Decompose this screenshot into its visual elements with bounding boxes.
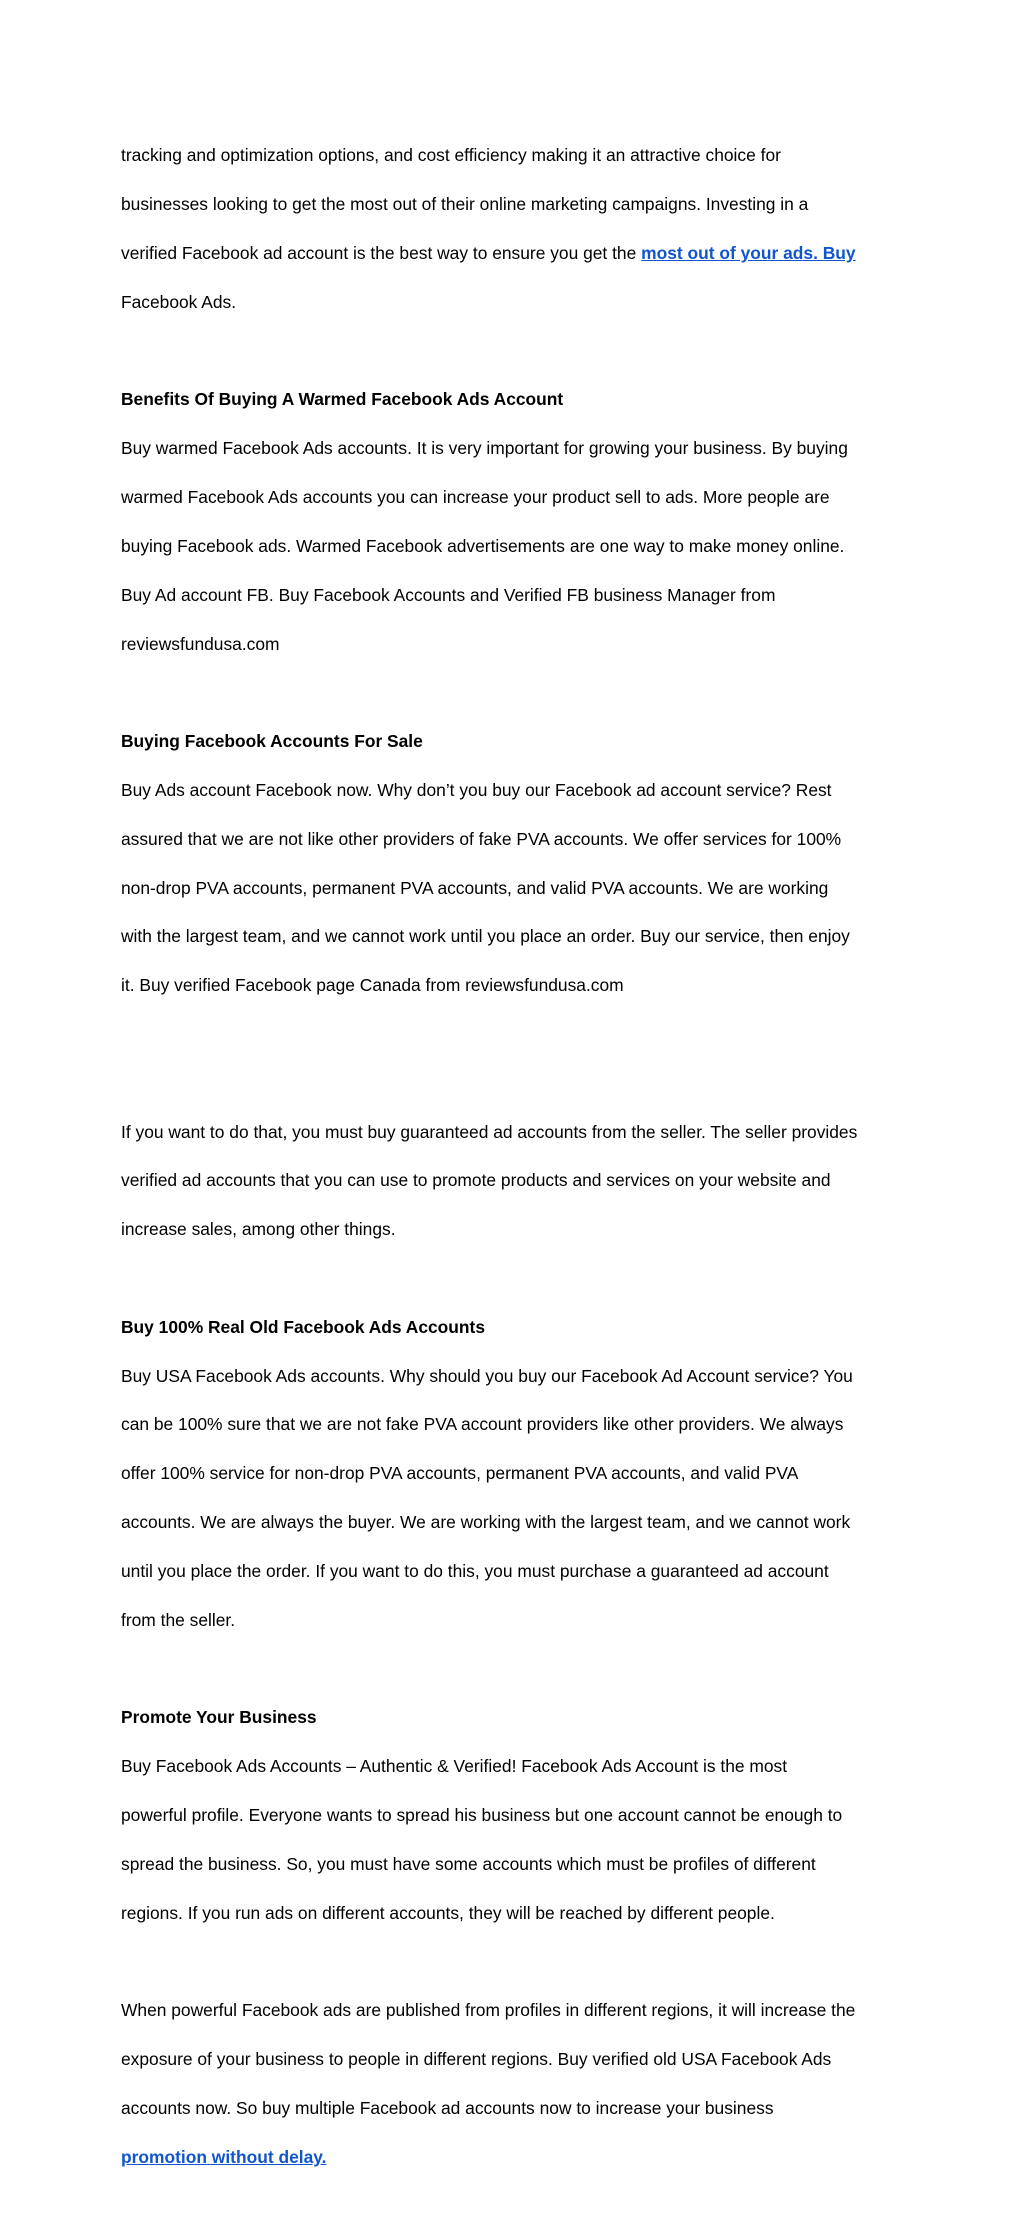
text-line: can be 100% sure that we are not fake PVA account providers like other providers. We always xyxy=(121,1414,844,1435)
text-line: businesses looking to get the most out of their online marketing campaigns. Investing in a xyxy=(121,194,809,215)
text-line: assured that we are not like other providers of fake PVA accounts. We offer services for 100% xyxy=(121,828,842,849)
text-line: until you place the order. If you want to do this, you must purchase a guaranteed ad account xyxy=(121,1560,829,1581)
text-line: verified ad accounts that you can use to promote products and services on your website and xyxy=(121,1170,831,1191)
text-line: Buy Facebook Ads Accounts – Authentic & Verified! Facebook Ads Account is the most xyxy=(121,1756,788,1777)
text-line: accounts now. So buy multiple Facebook ad accounts now to increase your business xyxy=(121,2097,774,2118)
text-line: warmed Facebook Ads accounts you can increase your product sell to ads. More people are xyxy=(121,487,830,508)
text-line: regions. If you run ads on different accounts, they will be reached by different people. xyxy=(121,1902,775,1923)
text-line: spread the business. So, you must have some accounts which must be profiles of different xyxy=(121,1853,816,1874)
text-line: reviewsfundusa.com xyxy=(121,633,280,654)
text-line: increase sales, among other things. xyxy=(121,1219,396,1240)
document-page xyxy=(121,119,911,2218)
text-line: powerful profile. Everyone wants to spread his business but one account cannot be enough to xyxy=(121,1804,843,1825)
text-line: Facebook Ads. xyxy=(121,291,237,312)
text-line: exposure of your business to people in different regions. Buy verified old USA Facebook Ads xyxy=(121,2048,832,2069)
text-line: non-drop PVA accounts, permanent PVA accounts, and valid PVA accounts. We are working xyxy=(121,877,829,898)
warmed-accounts-section xyxy=(121,363,911,680)
text-line xyxy=(121,241,911,265)
section-heading: Buy 100% Real Old Facebook Ads Accounts xyxy=(121,1316,486,1337)
guaranteed-accounts-paragraph xyxy=(121,1095,911,1266)
text-line: it. Buy verified Facebook page Canada from reviewsfundusa.com xyxy=(121,975,624,996)
text-line: tracking and optimization options, and cost efficiency making it an attractive choice for xyxy=(121,145,781,166)
accounts-for-sale-section xyxy=(121,705,911,1022)
intro-paragraph xyxy=(121,119,911,339)
text-fragment: verified Facebook ad account is the best way to ensure you get the xyxy=(121,243,642,264)
promote-business-section xyxy=(121,1681,911,1949)
most-out-of-your-ads-link[interactable]: most out of your ads. Buy xyxy=(641,243,856,264)
section-heading: Buying Facebook Accounts For Sale xyxy=(121,731,423,752)
text-line: If you want to do that, you must buy guaranteed ad accounts from the seller. The seller provides xyxy=(121,1121,858,1142)
text-line: offer 100% service for non-drop PVA accounts, permanent PVA accounts, and valid PVA xyxy=(121,1463,799,1484)
text-line: Buy Ad account FB. Buy Facebook Accounts and Verified FB business Manager from xyxy=(121,584,776,605)
section-heading: Promote Your Business xyxy=(121,1707,317,1728)
text-line: from the seller. xyxy=(121,1609,236,1630)
text-line: Buy Ads account Facebook now. Why don’t you buy our Facebook ad account service? Rest xyxy=(121,779,832,800)
text-line: When powerful Facebook ads are published from profiles in different regions, it will increase the xyxy=(121,2000,856,2021)
promotion-without-delay-link[interactable]: promotion without delay. xyxy=(121,2146,327,2167)
text-line xyxy=(121,2145,911,2169)
real-old-accounts-section xyxy=(121,1290,911,1656)
text-line: buying Facebook ads. Warmed Facebook advertisements are one way to make money online. xyxy=(121,535,845,556)
section-heading: Benefits Of Buying A Warmed Facebook Ads Account xyxy=(121,389,564,410)
text-line: Buy warmed Facebook Ads accounts. It is very important for growing your business. By buying xyxy=(121,438,848,459)
text-line: with the largest team, and we cannot work until you place an order. Buy our service, then enjoy xyxy=(121,926,850,947)
text-line: Buy USA Facebook Ads accounts. Why should you buy our Facebook Ad Account service? You xyxy=(121,1365,853,1386)
blank-space xyxy=(121,1046,911,1095)
closing-paragraph xyxy=(121,1974,911,2194)
text-line: accounts. We are always the buyer. We are working with the largest team, and we cannot work xyxy=(121,1512,851,1533)
